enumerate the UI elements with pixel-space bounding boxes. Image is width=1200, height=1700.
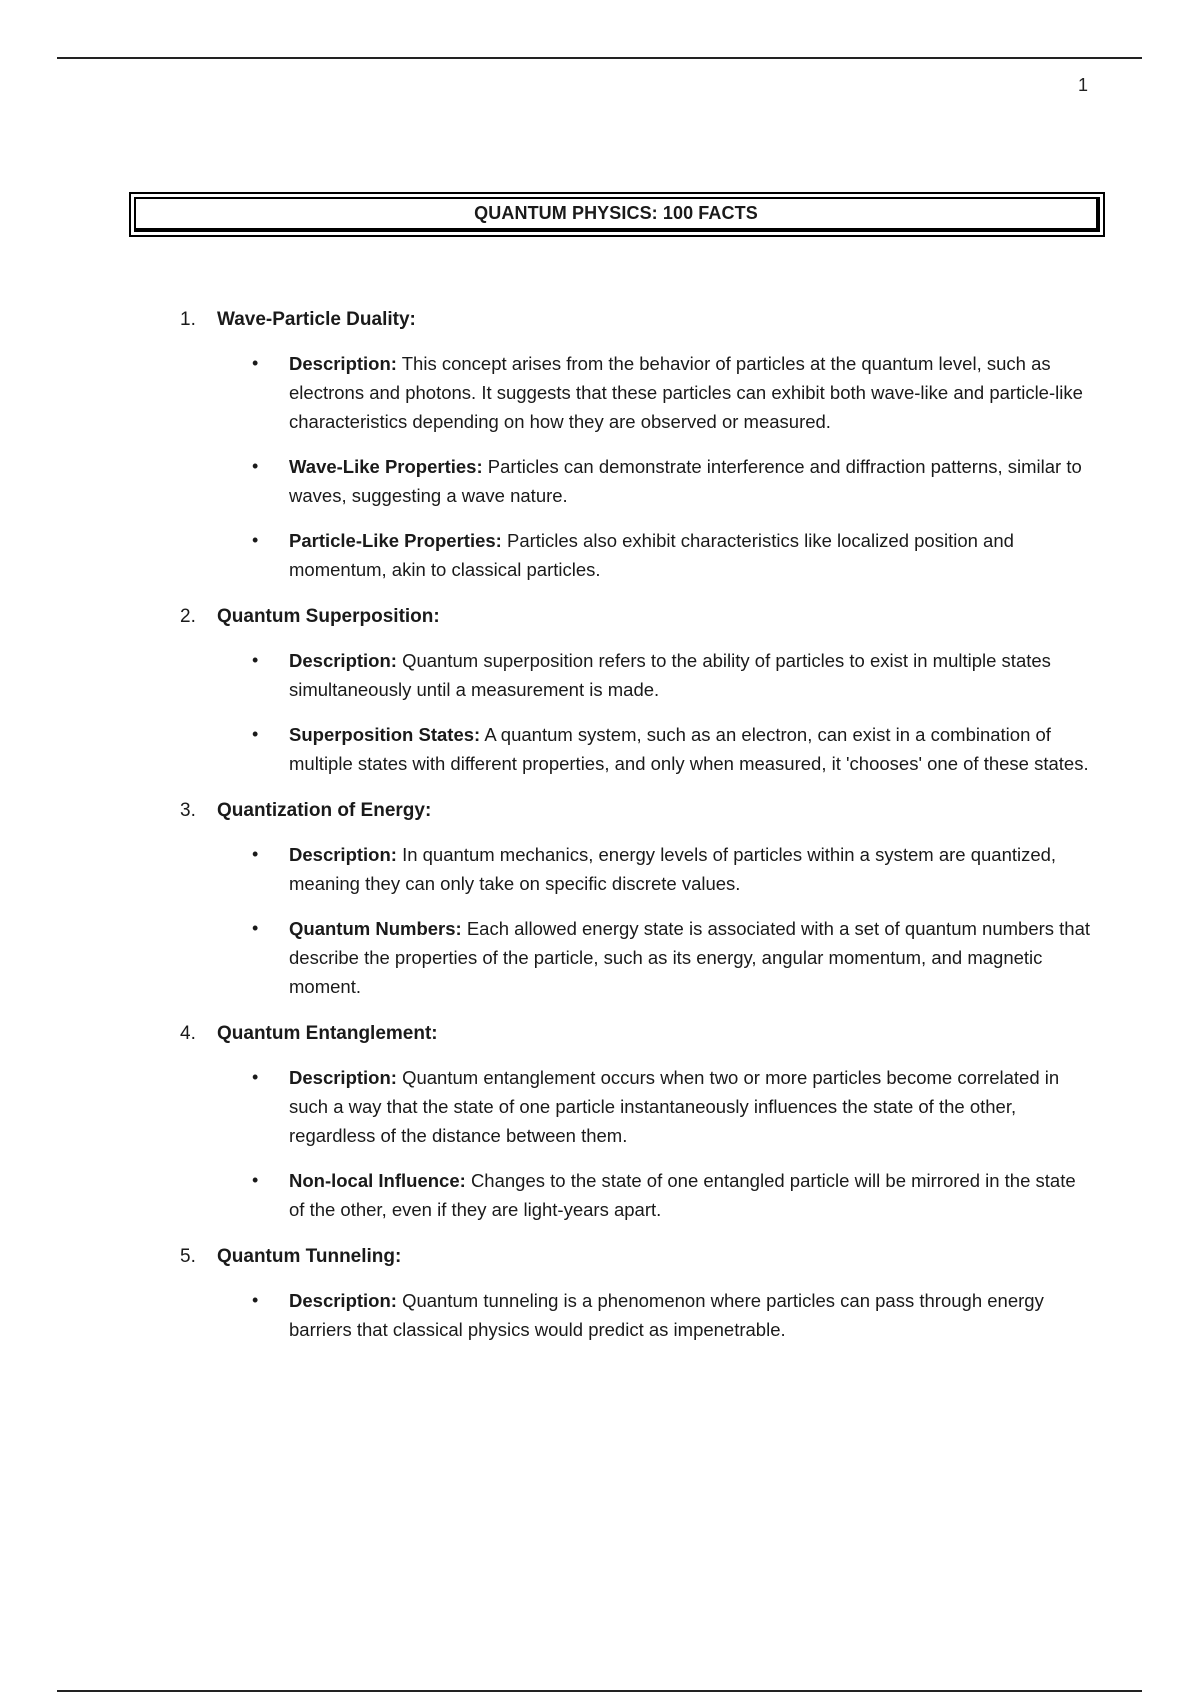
section-title: Quantization of Energy: [217,800,432,821]
bullet-label: Wave-Like Properties: [289,456,483,477]
bullet-list [0,349,1200,584]
bullet-list [0,1286,1200,1344]
bullet-text: This concept arises from the behavior of particles at the quantum level, such as electrons and photons. It suggests that these particles can exhibit both wave-like and particle-like characteristics depending on how they are observed or measured. [289,353,1083,432]
bullet-label: Particle-Like Properties: [289,530,502,551]
section-number: 4. [180,1023,196,1044]
bullet-icon: • [252,918,259,938]
section-title: Quantum Entanglement: [217,1023,438,1044]
section-number: 3. [180,800,196,821]
title-box [129,192,1105,237]
page-title: QUANTUM PHYSICS: 100 FACTS [474,203,758,223]
bullet-text: Quantum superposition refers to the ability of particles to exist in multiple states simultaneously until a measurement is made. [289,650,1051,700]
bullet-label: Superposition States: [289,724,481,745]
section-wave-particle-duality [0,305,1200,584]
bullet-label: Description: [289,353,397,374]
section-number: 1. [180,309,196,330]
section-quantum-tunneling [0,1242,1200,1344]
bullet-label: Quantum Numbers: [289,918,462,939]
bullet-item [0,349,1200,436]
bullet-item [0,1166,1200,1224]
bullet-item [0,1063,1200,1150]
section-heading [0,1242,1200,1272]
footer-rule [57,1690,1142,1692]
section-title: Wave-Particle Duality: [217,309,416,330]
bullet-icon: • [252,1290,259,1310]
header-rule [57,57,1142,59]
section-heading [0,602,1200,632]
bullet-text: Particles can demonstrate interference and diffraction patterns, similar to waves, suggesting a wave nature. [289,456,1082,506]
bullet-icon: • [252,724,259,744]
bullet-icon: • [252,530,259,550]
section-heading [0,796,1200,826]
bullet-item [0,526,1200,584]
bullet-icon: • [252,353,259,373]
bullet-text: Quantum tunneling is a phenomenon where particles can pass through energy barriers that classical physics would predict as impenetrable. [289,1290,1044,1340]
section-heading [0,305,1200,335]
title-box-inner [134,197,1100,232]
bullet-text: Each allowed energy state is associated with a set of quantum numbers that describe the properties of the particle, such as its energy, angular momentum, and magnetic moment. [289,918,1091,997]
bullet-label: Non-local Influence: [289,1170,466,1191]
bullet-item [0,646,1200,704]
bullet-text: In quantum mechanics, energy levels of particles within a system are quantized, meaning they can only take on specific discrete values. [289,844,1057,894]
bullet-list [0,1063,1200,1224]
bullet-list [0,646,1200,778]
page-number: 1 [1077,75,1088,95]
bullet-item [0,452,1200,510]
bullet-label: Description: [289,1067,397,1088]
document-body [0,305,1200,1362]
bullet-text: Particles also exhibit characteristics like localized position and momentum, akin to classical particles. [289,530,1014,580]
section-number: 5. [180,1246,196,1267]
bullet-icon: • [252,1170,259,1190]
section-quantum-entanglement [0,1019,1200,1224]
bullet-icon: • [252,456,259,476]
bullet-item [0,840,1200,898]
bullet-label: Description: [289,650,397,671]
bullet-icon: • [252,1067,259,1087]
bullet-icon: • [252,844,259,864]
bullet-list [0,840,1200,1001]
bullet-text: Changes to the state of one entangled particle will be mirrored in the state of the other, even if they are light-years apart. [289,1170,1076,1220]
section-quantization-of-energy [0,796,1200,1001]
section-title: Quantum Tunneling: [217,1246,402,1267]
bullet-item [0,914,1200,1001]
section-heading [0,1019,1200,1049]
section-number: 2. [180,606,196,627]
bullet-text: Quantum entanglement occurs when two or more particles become correlated in such a way that the state of one particle instantaneously influences the state of the other, regardless of the distance between them. [289,1067,1060,1146]
bullet-icon: • [252,650,259,670]
section-quantum-superposition [0,602,1200,778]
bullet-text: A quantum system, such as an electron, can exist in a combination of multiple states with different properties, and only when measured, it 'chooses' one of these states. [289,724,1089,774]
bullet-label: Description: [289,844,397,865]
bullet-label: Description: [289,1290,397,1311]
bullet-item [0,720,1200,778]
section-title: Quantum Superposition: [217,606,440,627]
bullet-item [0,1286,1200,1344]
